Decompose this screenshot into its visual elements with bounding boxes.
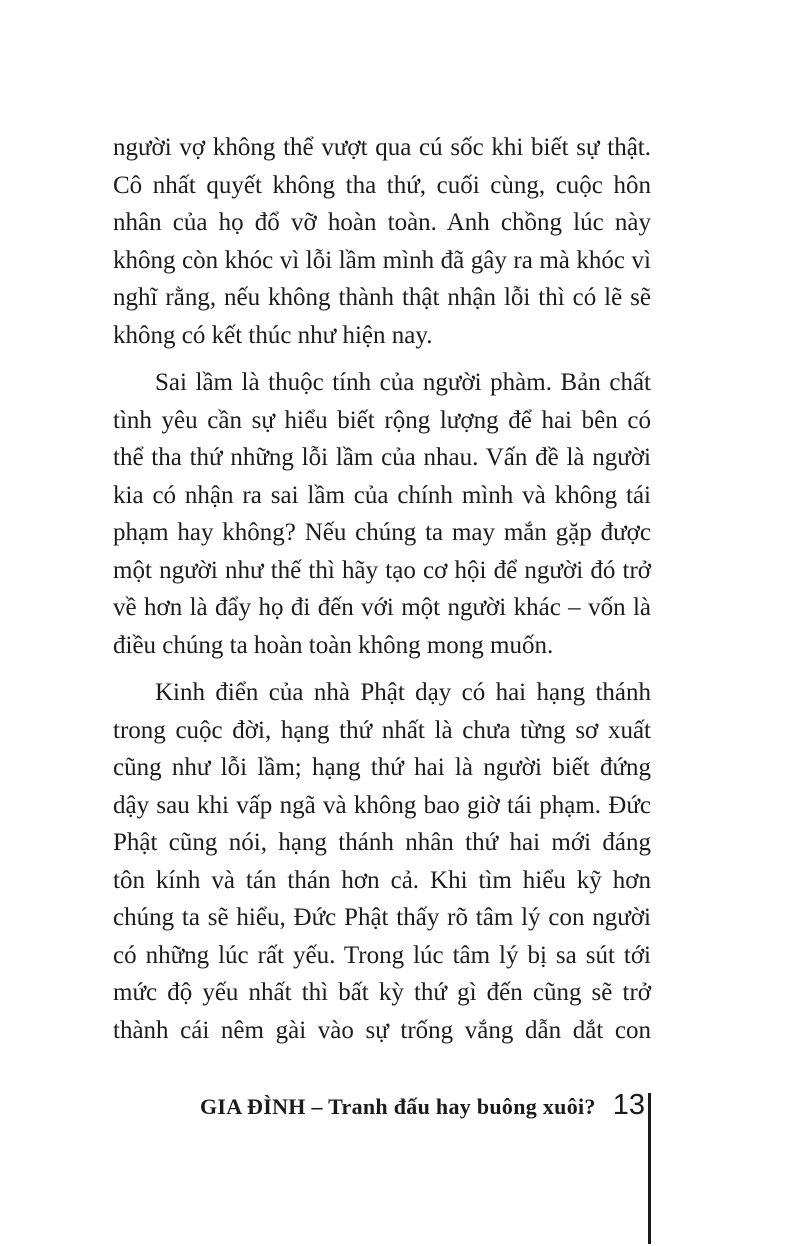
running-footer: [113, 1090, 651, 1121]
body-text: [113, 129, 651, 1049]
text-line: tôn kính và tán thán hơn cả. Khi tìm hiểu kỹ hơn: [113, 866, 651, 894]
text-line: có những lúc rất yếu. Trong lúc tâm lý bị sa sút tới: [113, 941, 651, 969]
text-line: Phật cũng nói, hạng thánh nhân thứ hai mới đáng: [113, 829, 651, 856]
text-line: điều chúng ta hoàn toàn không mong muốn.: [113, 631, 554, 659]
text-line: thể tha thứ những lỗi lầm của nhau. Vấn đề là người: [113, 444, 651, 471]
text-line: về hơn là đẩy họ đi đến với một người khác – vốn là: [113, 594, 651, 621]
text-line: phạm hay không? Nếu chúng ta may mắn gặp được: [113, 519, 651, 546]
text-line: thành cái nêm gài vào sự trống vắng dẫn dắt con: [113, 1016, 651, 1044]
text-line: trong cuộc đời, hạng thứ nhất là chưa từng sơ xuất: [113, 716, 651, 744]
text-line: mức độ yếu nhất thì bất kỳ thứ gì đến cũng sẽ trở: [113, 979, 651, 1006]
text-line: người vợ không thể vượt qua cú sốc khi biết sự thật.: [113, 134, 651, 161]
text-line: nghĩ rằng, nếu không thành thật nhận lỗi thì có lẽ sẽ: [113, 284, 651, 311]
paragraph: [113, 674, 651, 1049]
text-line: chúng ta sẽ hiểu, Đức Phật thấy rõ tâm lý con người: [113, 904, 651, 931]
text-line: Cô nhất quyết không tha thứ, cuối cùng, cuộc hôn: [113, 171, 651, 199]
text-line: Kinh điển của nhà Phật dạy có hai hạng thánh: [155, 679, 651, 706]
text-line: không có kết thúc như hiện nay.: [113, 321, 433, 349]
running-title: GIA ĐÌNH – Tranh đấu hay buông xuôi?: [199, 1094, 596, 1119]
text-line: một người như thế thì hãy tạo cơ hội để người đó trở: [113, 556, 651, 584]
text-line: dậy sau khi vấp ngã và không bao giờ tái phạm. Đức: [113, 791, 651, 819]
text-line: nhân của họ đổ vỡ hoàn toàn. Anh chồng lúc này: [113, 209, 651, 236]
margin-rule: [648, 1093, 651, 1244]
paragraph: [113, 364, 651, 664]
text-line: Sai lầm là thuộc tính của người phàm. Bản chất: [155, 369, 651, 396]
text-line: tình yêu cần sự hiểu biết rộng lượng để hai bên có: [113, 406, 651, 434]
text-line: không còn khóc vì lỗi lầm mình đã gây ra mà khóc vì: [113, 246, 651, 274]
page-number: 13: [612, 1089, 645, 1121]
text-line: cũng như lỗi lầm; hạng thứ hai là người biết đứng: [113, 754, 651, 781]
paragraph: [113, 129, 651, 354]
text-line: kia có nhận ra sai lầm của chính mình và không tái: [113, 481, 651, 509]
